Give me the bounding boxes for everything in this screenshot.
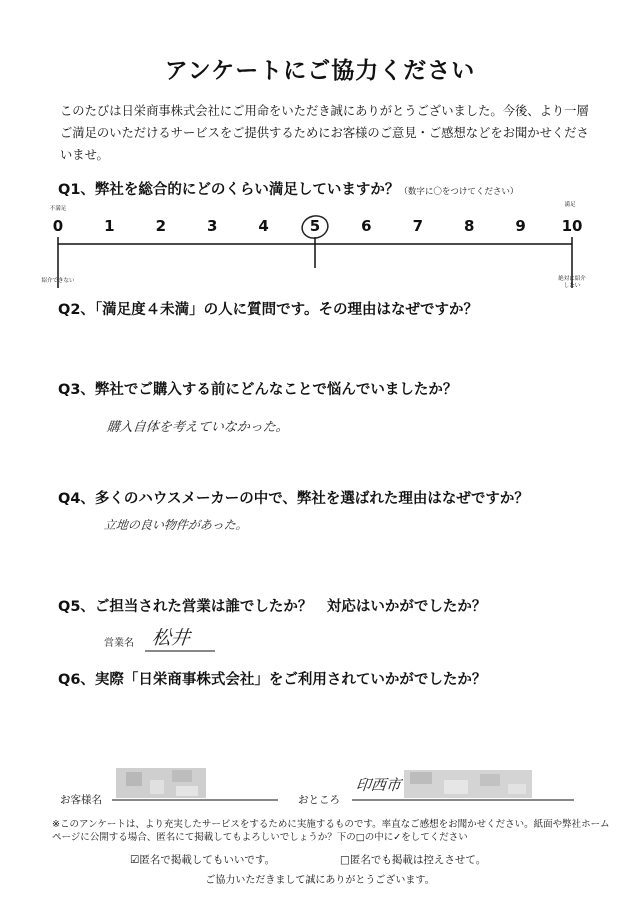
scale-number-6[interactable]: 6: [361, 217, 372, 235]
consent-anonymous-no[interactable]: □匿名でも掲載は控えさせて。: [340, 854, 487, 866]
scale-number-10[interactable]: 10: [561, 217, 583, 235]
scale-number-3[interactable]: 3: [206, 217, 218, 235]
address-value: 印西市: [355, 776, 402, 794]
sales-label: 営業名: [104, 638, 134, 649]
scale-number-9[interactable]: 9: [515, 217, 526, 235]
scale-low-top: 不満足: [49, 206, 67, 212]
consent-anonymous-yes[interactable]: ☑匿名で掲載してもいいです。: [130, 854, 276, 866]
q3-question: Q3、弊社でご購入する前にどんなことで悩んでいましたか？: [58, 382, 458, 398]
customer-name-label: お客様名: [60, 794, 102, 806]
q1-note: （数字に〇をつけてください）: [399, 187, 519, 197]
q3-answer: 購入自体を考えていなかった。: [106, 420, 290, 435]
scale-number-1[interactable]: 1: [104, 217, 115, 235]
scale-high-top: 満足: [564, 202, 576, 208]
thanks-text: ご協力いただきまして誠にありがとうございます。: [205, 875, 435, 886]
q4-answer: 立地の良い物件があった。: [103, 518, 249, 532]
q1-label: Q1、弊社を総合的にどのくらい満足していますか？: [58, 182, 400, 198]
footer-note: ※このアンケートは、より充実したサービスをするために実施するものです。率直なご感想をお聞かせください。紙面や弊社ホームページに公開する場合、匿名にて掲載してもよろしいでしょうか？下の□の中に✓をしてください: [52, 819, 610, 843]
address-label: おところ: [298, 794, 340, 806]
q5-question: Q5、ご担当された営業は誰でしたか？ 対応はいかがでしたか？: [58, 599, 487, 615]
customer-name-redacted: [116, 768, 206, 798]
scale-number-0[interactable]: 0: [52, 217, 64, 235]
scale-number-4[interactable]: 4: [258, 217, 269, 235]
sales-name: 松井: [150, 627, 192, 649]
address-redacted: [404, 770, 532, 798]
scale-number-5[interactable]: 5: [309, 217, 321, 235]
selected-score-circle: [300, 213, 331, 241]
intro-text: このたびは日栄商事株式会社にご用命をいただき誠にありがとうございました。今後、より一層ご満足のいただけるサービスをご提供するためにお客様のご意見・ご感想などをお聞かせくださいませ。: [60, 104, 589, 162]
scale-high-bottom: 絶対に紹介したい: [558, 276, 586, 289]
page-title: アンケートにご協力ください: [164, 58, 476, 84]
q6-question: Q6、実際「日栄商事株式会社」をご利用されていかがでしたか？: [58, 672, 487, 688]
scale-number-7[interactable]: 7: [412, 217, 424, 235]
q2-question: Q2、「満足度４未満」の人に質問です。その理由はなぜですか？: [58, 302, 479, 318]
q4-question: Q4、多くのハウスメーカーの中で、弊社を選ばれた理由はなぜですか？: [58, 491, 529, 507]
scale-low-bottom: 紹介できない: [41, 278, 75, 284]
scale-number-8[interactable]: 8: [463, 217, 475, 235]
scale-number-2[interactable]: 2: [155, 217, 167, 235]
